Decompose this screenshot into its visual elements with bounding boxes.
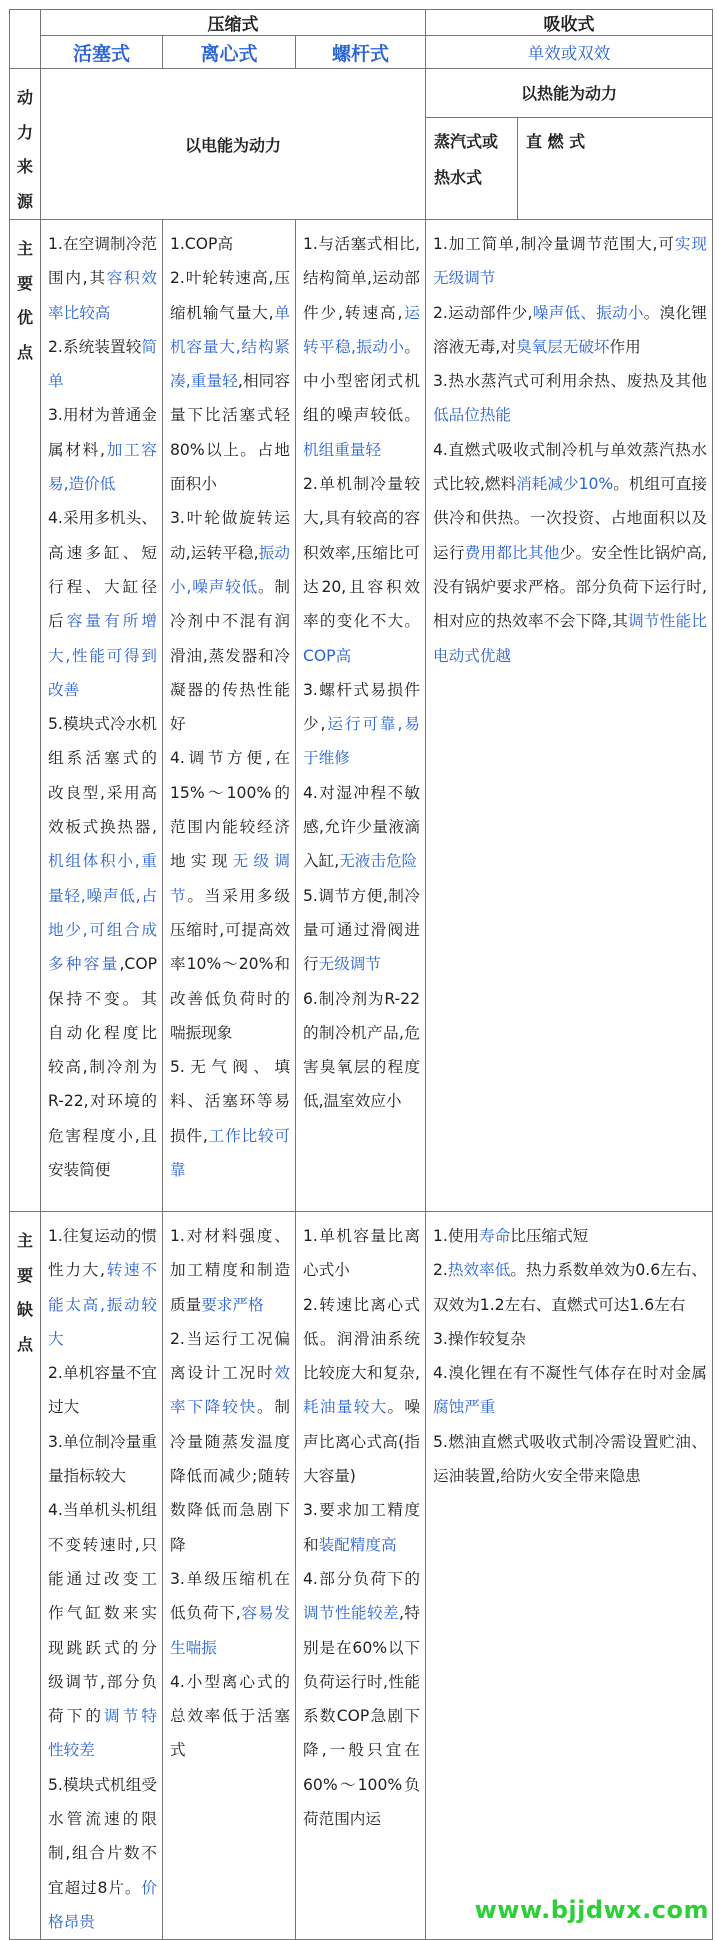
- item-text: 4.采用多机头、高速多缸、短行程、大缸径后: [48, 509, 157, 631]
- list-item: [433, 433, 707, 673]
- list-item: [433, 296, 707, 365]
- item-text: 2.转速比离心式低。润滑油系统比较庞大和复杂,: [303, 1295, 421, 1383]
- item-text: 1.加工简单,制冷量调节范围大,可: [433, 235, 675, 253]
- adv-absorption-cell: [426, 220, 713, 1212]
- list-item: [433, 227, 707, 296]
- highlight-text: 运行可靠,易于维修: [303, 715, 420, 768]
- highlight-text: 机组体积小,重量轻,噪声低,占地少,可组合成多种容量: [48, 852, 157, 974]
- list-item: [303, 1219, 420, 1288]
- dis-centrifugal-cell: [163, 1212, 296, 1940]
- power-steam-hotwater: 蒸汽式或热水式: [426, 117, 518, 219]
- highlight-text: 容量有所增大,性能可得到改善: [48, 612, 157, 699]
- highlight-text: 无液击危险: [339, 852, 418, 871]
- highlight-text: 调节特性较差: [48, 1707, 157, 1760]
- item-text: 3.用材为普通金属材料,: [48, 406, 157, 459]
- highlight-text: 简单: [48, 337, 157, 391]
- item-text: 2.当运行工况偏离设计工况时: [170, 1329, 290, 1383]
- list-item: [48, 707, 157, 1187]
- item-text: 2.单机容量不宜过大: [48, 1364, 157, 1417]
- list-item: [170, 1562, 290, 1665]
- highlight-text: 耗油量较大: [303, 1398, 388, 1417]
- highlight-text: 噪声低、振动小: [532, 303, 644, 322]
- item-text: 3.单级压缩机在低负荷下,: [170, 1569, 290, 1623]
- item-text: 3.热水蒸汽式可利用余热、废热及其他: [433, 372, 708, 391]
- list-item: [433, 1253, 707, 1322]
- list-item: [48, 1219, 157, 1356]
- item-text: 。制冷剂中不混有润滑油,蒸发器和冷凝器的传热性能好: [170, 577, 290, 734]
- list-item: [48, 1768, 157, 1939]
- item-text: 。机组可直接供冷和供热。一次投资、占地面积以及运行: [433, 475, 708, 562]
- list-item: [48, 330, 157, 399]
- item-text: 1.往复运动的惯性力大,: [48, 1227, 157, 1280]
- list-item: [48, 1425, 157, 1494]
- item-text: 2.叶轮转速高,压缩机输气量大,: [170, 269, 290, 322]
- item-text: 5.模块式冷水机组系活塞式的改良型,采用高效板式换热器,: [48, 715, 157, 837]
- item-text: 1.对材料强度、加工精度和制造质量: [170, 1227, 290, 1314]
- highlight-text: 转速不能太高,振动较大: [48, 1261, 157, 1348]
- item-text: 4.部分负荷下的: [303, 1569, 421, 1588]
- item-text: 6.制冷剂为R-22的制冷机产品,危害臭氧层的程度低,温室效应小: [303, 989, 421, 1111]
- item-text: 1.COP高: [170, 235, 234, 253]
- highlight-text: 无级调节: [318, 955, 381, 974]
- list-item: [433, 1219, 707, 1253]
- highlight-text: 加工容易,造价低: [48, 440, 157, 494]
- row-label-disadvantages: 主 要 缺 点: [10, 1212, 41, 1940]
- highlight-text: 容易发生喘振: [170, 1604, 290, 1657]
- list-item: [170, 261, 290, 501]
- highlight-text: 臭氧层无破坏: [515, 337, 610, 356]
- list-item: [170, 1219, 290, 1322]
- highlight-text: 效率下降较快: [170, 1364, 290, 1417]
- list-item: [170, 1322, 290, 1562]
- dis-piston-cell: [41, 1212, 163, 1940]
- corner-cell: [10, 10, 41, 69]
- highlight-text: 价格昂贵: [48, 1878, 157, 1931]
- list-item: [170, 1665, 290, 1768]
- item-text: ,特别是在60%以下负荷运行时,性能系数COP急剧下降,一般只宜在60%～100%负荷范围内运: [303, 1604, 421, 1829]
- item-text: 2.单机制冷量较大,具有较高的容积效率,压缩比可达20,且容积效率的变化不大。: [303, 475, 421, 631]
- item-text: 5.调节方便,制冷量可通过滑阀进行: [303, 886, 421, 974]
- list-item: [303, 776, 420, 879]
- list-item: [433, 1322, 707, 1356]
- highlight-text: 腐蚀严重: [433, 1398, 496, 1417]
- item-text: 5.模块式机组受水管流速的限制,组合片数不宜超过8片。: [48, 1775, 157, 1897]
- header-piston: 活塞式: [41, 36, 163, 69]
- item-text: ,相同容量下比活塞式轻80%以上。占地面积小: [170, 372, 290, 494]
- highlight-text: 工作比较可靠: [170, 1126, 290, 1180]
- list-item: [303, 467, 420, 673]
- header-screw: 螺杆式: [296, 36, 426, 69]
- highlight-text: 寿命: [479, 1227, 511, 1245]
- adv-centrifugal-cell: [163, 220, 296, 1212]
- item-text: 。当采用多级压缩时,可提高效率10%～20%和改善低负荷时的喘振现象: [170, 886, 290, 1042]
- highlight-text: 实现无级调节: [433, 235, 708, 288]
- comparison-table: [9, 9, 713, 1940]
- power-heat: 以热能为动力: [426, 69, 713, 118]
- row-label-power: 动 力 来 源: [10, 69, 41, 220]
- power-direct-fired: 直 燃 式: [518, 117, 713, 219]
- item-text: 2.: [433, 1261, 448, 1280]
- list-item: [48, 227, 157, 330]
- list-item: [170, 227, 290, 261]
- highlight-text: 消耗减少10%: [516, 475, 614, 494]
- item-text: 4.对湿冲程不敏感,允许少量液滴入缸,: [303, 783, 421, 871]
- list-item: [48, 501, 157, 707]
- list-item: [303, 879, 420, 982]
- highlight-text: 无级调节: [170, 852, 290, 905]
- list-item: [303, 227, 420, 467]
- site-watermark: www.bjjdwx.com: [474, 1896, 709, 1924]
- highlight-text: 热效率低: [447, 1261, 511, 1280]
- list-item: [433, 1356, 707, 1425]
- adv-screw-cell: [296, 220, 426, 1212]
- list-item: [303, 1562, 420, 1836]
- header-absorption: 吸收式: [426, 10, 713, 36]
- list-item: [48, 1356, 157, 1425]
- highlight-text: 机组重量轻: [303, 440, 381, 459]
- item-text: 3.叶轮做旋转运动,运转平稳,: [170, 509, 290, 562]
- item-text: 。溴化锂溶液无毒,对: [433, 303, 707, 356]
- highlight-text: 要求严格: [201, 1295, 264, 1314]
- list-item: [303, 982, 420, 1119]
- item-text: 4.调节方便,在15%～100%的范围内能较经济地实现: [170, 749, 290, 871]
- item-text: 1.与活塞式相比,结构简单,运动部件少,转速高,: [303, 235, 421, 322]
- header-single-double: 单效或双效: [426, 36, 713, 69]
- highlight-text: 容积效率比较高: [48, 269, 157, 322]
- item-text: 2.运动部件少,: [433, 303, 533, 322]
- item-text: 1.在空调制冷范围内,其: [48, 235, 157, 288]
- dis-absorption-cell: [426, 1212, 713, 1940]
- highlight-text: 费用都比其他: [464, 543, 560, 562]
- item-text: 3.螺杆式易损件少,: [303, 680, 421, 734]
- highlight-text: 低品位热能: [433, 406, 511, 425]
- list-item: [48, 1493, 157, 1767]
- item-text: 4.直燃式吸收式制冷机与单效蒸汽热水式比较,燃料: [433, 440, 708, 494]
- item-text: 5.燃油直燃式吸收式制冷需设置贮油、运油装置,给防火安全带来隐患: [433, 1432, 708, 1486]
- adv-piston-cell: [41, 220, 163, 1212]
- power-electric: 以电能为动力: [41, 69, 426, 220]
- item-text: 作用: [609, 337, 641, 356]
- item-text: 5.无气阀、填料、活塞环等易损件,: [170, 1058, 290, 1145]
- list-item: [303, 673, 420, 776]
- list-item: [48, 398, 157, 501]
- item-text: ,COP保持不变。其自动化程度比较高,制冷剂为R-22,对环境的危害程度小,且安装简便: [48, 955, 157, 1180]
- list-item: [433, 1425, 707, 1494]
- item-text: 3.要求加工精度和: [303, 1501, 421, 1554]
- item-text: 1.使用: [433, 1227, 480, 1245]
- list-item: [433, 364, 707, 433]
- highlight-text: 振动小,噪声较低: [170, 543, 290, 596]
- item-text: 。中小型密闭式机组的噪声较低。: [303, 337, 421, 425]
- item-text: 4.小型离心式的总效率低于活塞式: [170, 1672, 290, 1760]
- header-centrifugal: 离心式: [163, 36, 296, 69]
- row-label-advantages: 主 要 优 点: [10, 220, 41, 1212]
- item-text: 4.当单机头机组不变转速时,只能通过改变工作气缸数来实现跳跃式的分级调节,部分负荷下的: [48, 1501, 157, 1726]
- highlight-text: 调节性能较差: [303, 1604, 400, 1623]
- list-item: [303, 1288, 420, 1494]
- header-compression: 压缩式: [41, 10, 426, 36]
- list-item: [303, 1493, 420, 1562]
- item-text: 。噪声比离心式高(指大容量): [303, 1398, 421, 1486]
- dis-screw-cell: [296, 1212, 426, 1940]
- list-item: [170, 741, 290, 1050]
- item-text: 。制冷量随蒸发温度降低而减少;随转数降低而急剧下降: [170, 1398, 290, 1554]
- item-text: 少。安全性比锅炉高,没有锅炉要求严格。部分负荷下运行时,相对应的热效率不会下降,其: [433, 543, 708, 631]
- highlight-text: 调节性能比电动式优越: [433, 612, 708, 665]
- highlight-text: 运转平稳,振动小: [303, 303, 420, 356]
- item-text: 3.操作较复杂: [433, 1329, 526, 1348]
- list-item: [170, 501, 290, 741]
- highlight-text: 单机容量大,结构紧凑,重量轻: [170, 303, 290, 391]
- item-text: 2.系统装置较: [48, 337, 142, 356]
- item-text: 3.单位制冷量重量指标较大: [48, 1432, 157, 1486]
- item-text: 4.溴化锂在有不凝性气体存在时对金属: [433, 1364, 708, 1383]
- highlight-text: COP高: [303, 646, 352, 665]
- list-item: [170, 1050, 290, 1187]
- item-text: 1.单机容量比离心式小: [303, 1227, 421, 1280]
- item-text: 比压缩式短: [510, 1227, 589, 1245]
- highlight-text: 装配精度高: [318, 1535, 397, 1554]
- item-text: 。热力系数单效为0.6左右、双效为1.2左右、直燃式可达1.6左右: [433, 1261, 707, 1314]
